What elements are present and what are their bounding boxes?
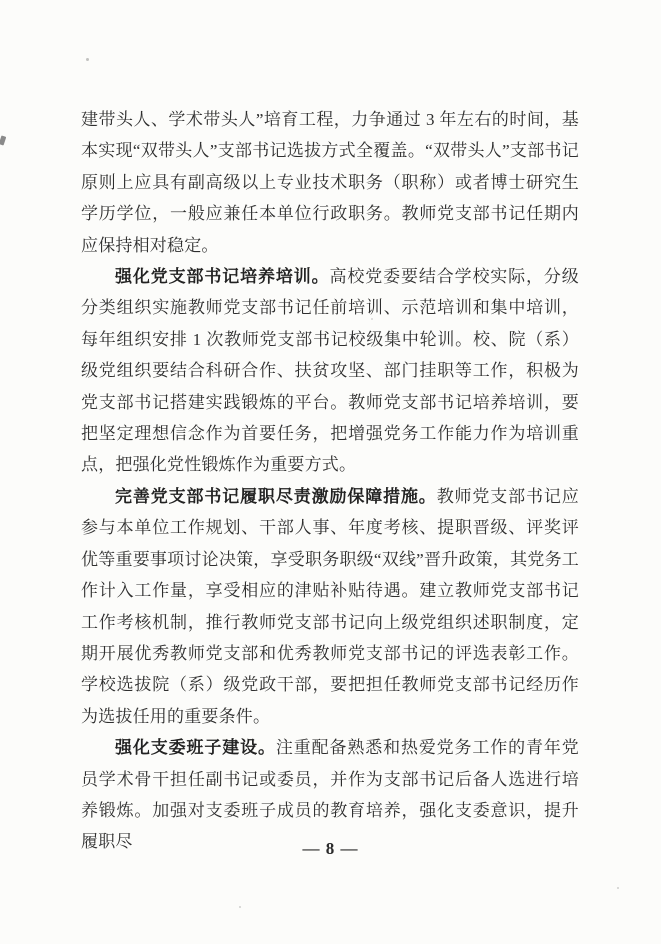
- paragraph: [81, 481, 579, 732]
- paragraph-text: 建带头人、学术带头人”培育工程，力争通过 3 年左右的时间，基本实现“双带头人”支部书记选拔方式全覆盖。“双带头人”支部书记原则上应具有副高级以上专业技术职务（职称）或者博士研究生学历学位，一般应兼任本单位行政职务。教师党支部书记任期内应保持相对稳定。: [81, 110, 579, 255]
- scan-speck: [239, 906, 241, 908]
- paragraph-lead-text: 强化支委班子建设。: [115, 738, 276, 758]
- scan-speck: [617, 887, 619, 889]
- scan-speck: [86, 58, 89, 61]
- paragraph-lead-text: 强化党支部书记培养培训。: [115, 267, 330, 287]
- paragraph-text: 教师党支部书记应参与本单位工作规划、干部人事、年度考核、提职晋级、评奖评优等重要事项讨论决策，享受职务职级“双线”晋升政策，其党务工作计入工作量，享受相应的津贴补贴待遇。建立教师党支部书记工作考核机制，推行教师党支部书记向上级党组织述职制度，定期开展优秀教师党支部和优秀教师党支部书记的评选表彰工作。学校选拔院（系）级党政干部，要把担任教师党支部书记经历作为选拔任用的重要条件。: [81, 486, 579, 726]
- scan-speck: [0, 135, 6, 145]
- document-text-block: [81, 104, 579, 858]
- page-number: — 8 —: [302, 839, 359, 858]
- paragraph-text: 注重配备熟悉和热爱党务工作的青年党员学术骨干担任副书记或委员，并作为支部书记后备人选进行培养锻炼。加强对支委班子成员的教育培养，强化支委意识，提升履职尽: [81, 738, 579, 852]
- paragraph: [81, 104, 579, 261]
- paragraph-text: 高校党委要结合学校实际，分级分类组织实施教师党支部书记任前培训、示范培训和集中培训，每年组织安排 1 次教师党支部书记校级集中轮训。校、院（系）级党组织要结合科研合作、扶贫攻坚、部门挂职等工作，积极为党支部书记搭建实践锻炼的平台。教师党支部书记培养培训，要把坚定理想信念作为首要任务，把增强党务工作能力作为培训重点，把强化党性锻炼作为重要方式。: [81, 267, 579, 475]
- paragraph-lead-text: 完善党支部书记履职尽责激励保障措施。: [115, 486, 437, 506]
- paragraph: [81, 261, 579, 481]
